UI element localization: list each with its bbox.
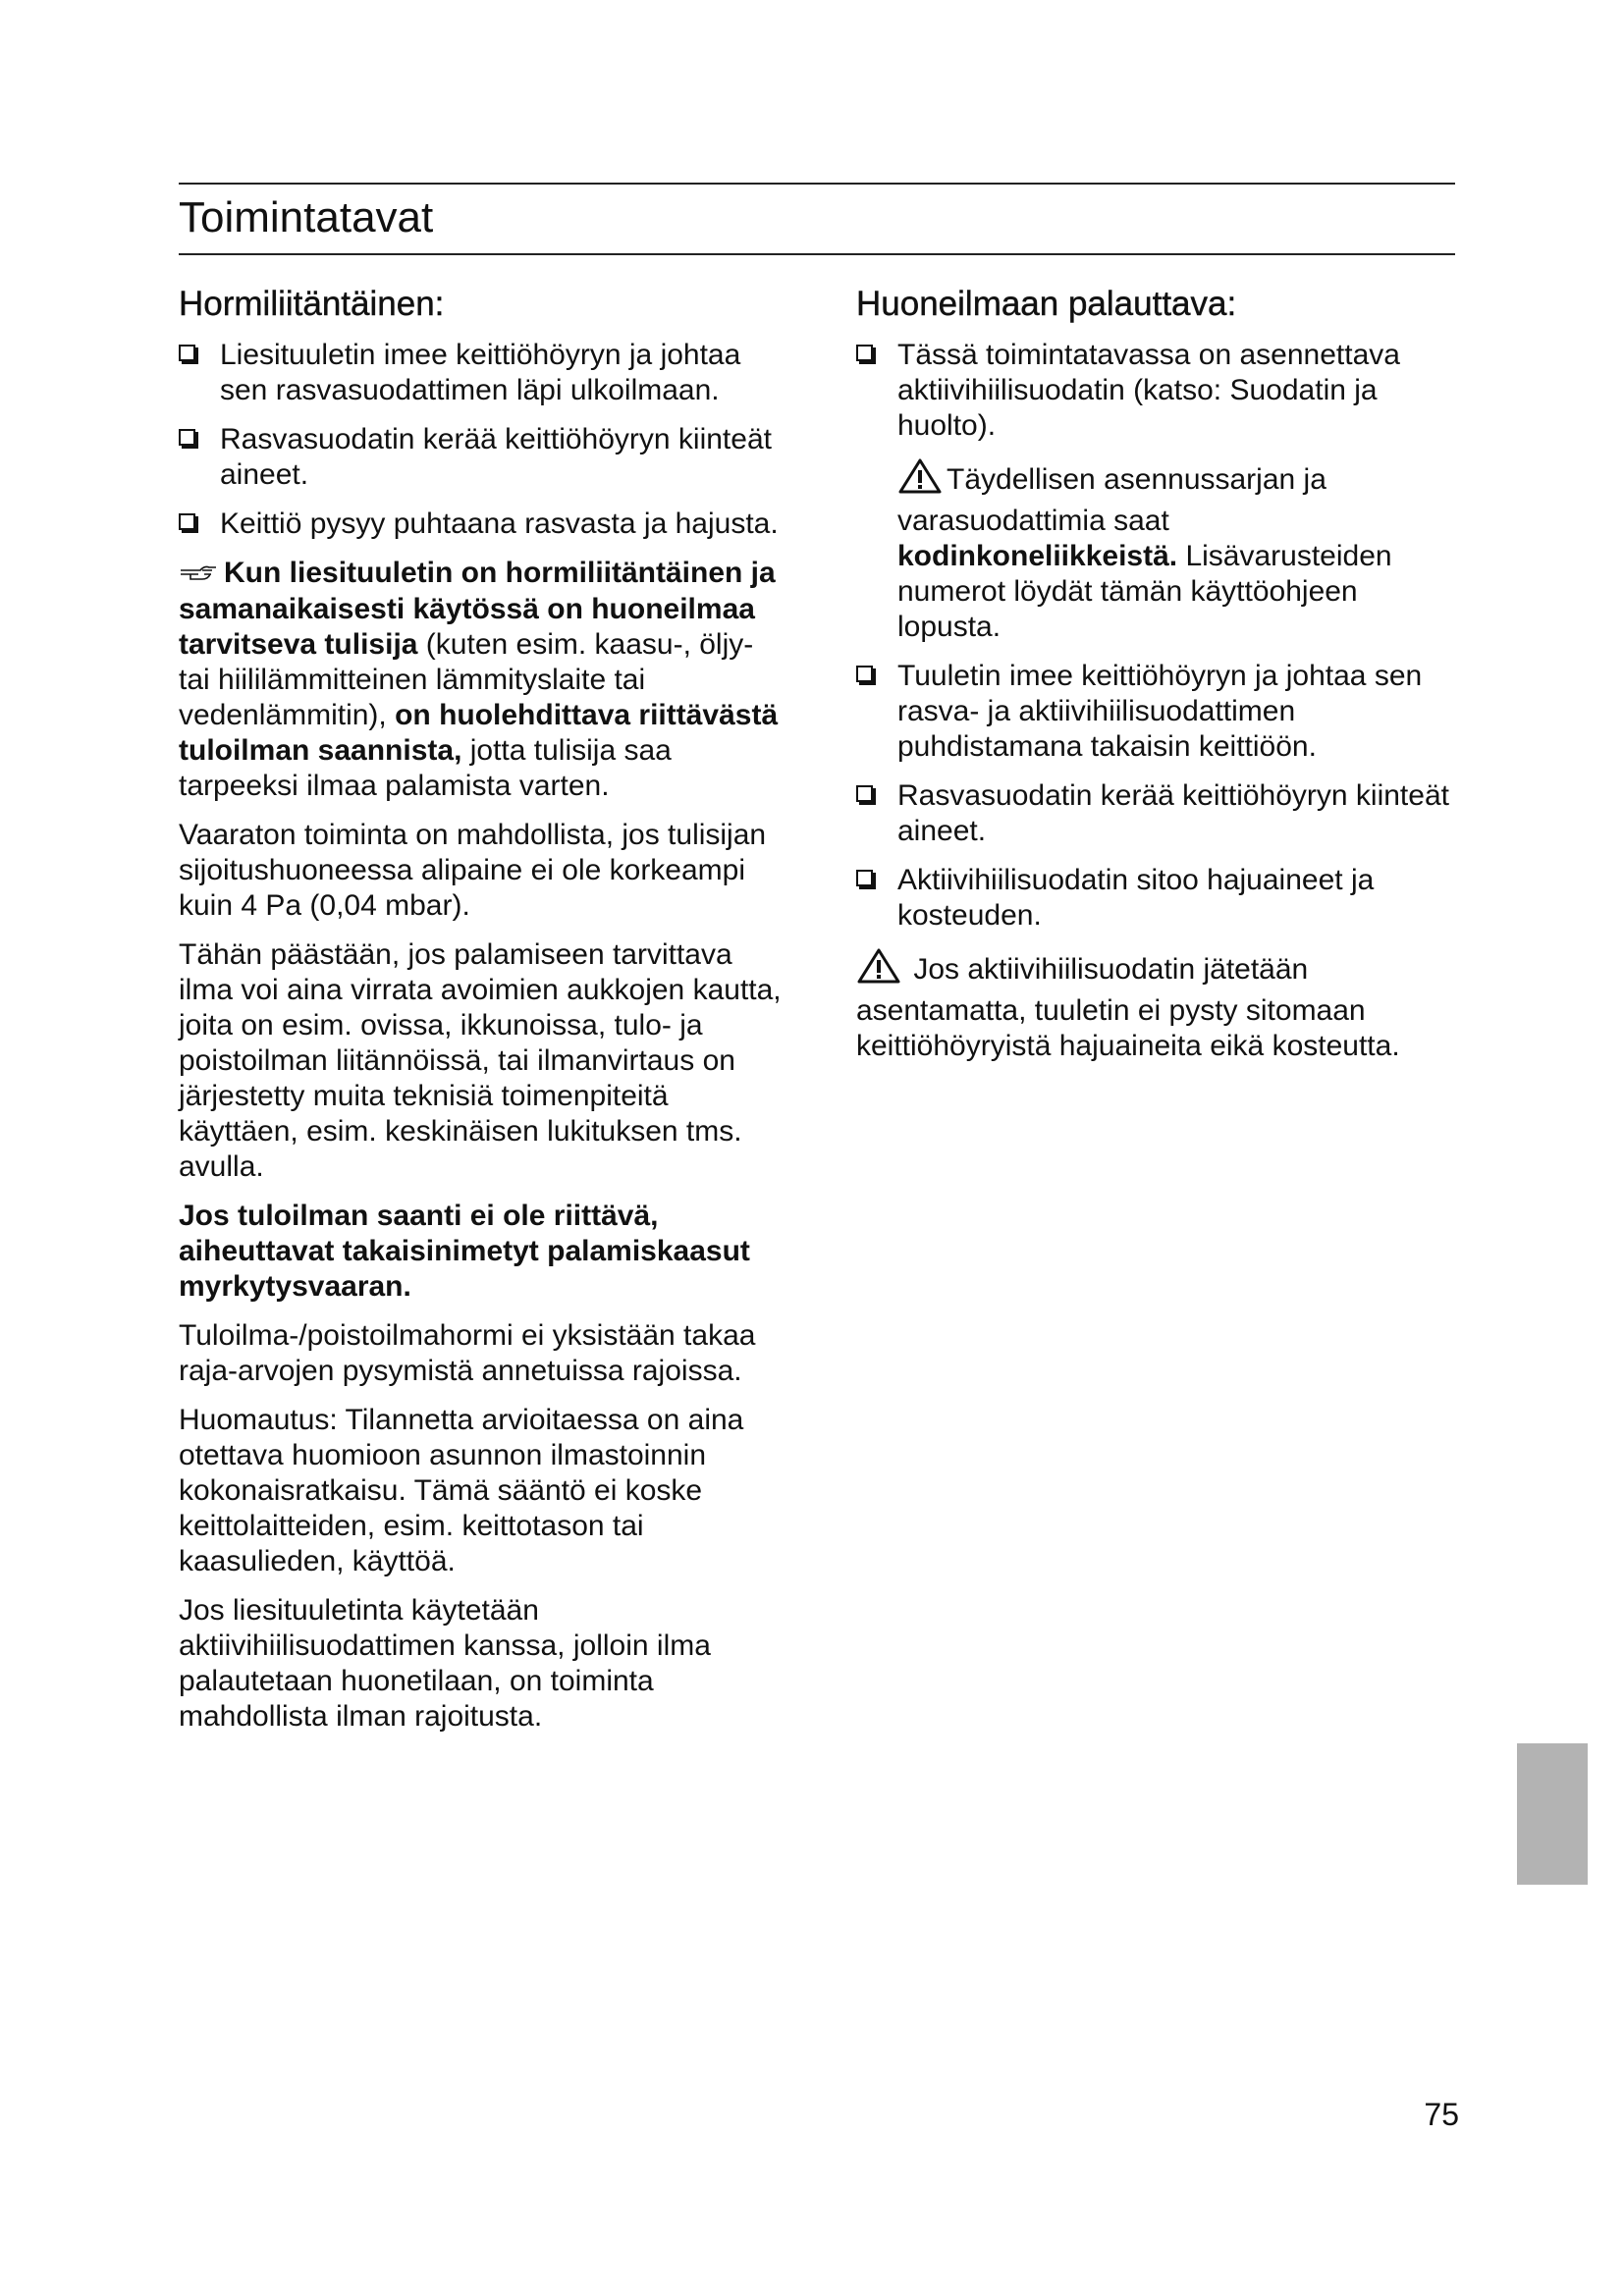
note-text-1: (kuten esim. kaasu-, öljy- tai hiililämmitteinen lämmityslaite tai vedenlämmitin), xyxy=(179,628,754,732)
paragraph: Huomautus: Tilannetta arvioitaessa on aina otettava huomioon asunnon ilmastoinnin kokonaisratkaisu. Tämä sääntö ei koske keittolaitteiden, esim. keittotason tai kaasulieden, käyttöä. xyxy=(179,1404,744,1578)
warning-paragraph xyxy=(179,1199,787,1305)
list-item xyxy=(179,422,787,493)
header-rule-top xyxy=(179,183,1455,185)
checkbox-bullet-icon xyxy=(856,345,873,361)
page-number: 75 xyxy=(1424,2097,1459,2132)
checkbox-bullet-icon xyxy=(179,345,195,361)
left-heading: Hormiliitäntäinen: xyxy=(179,285,445,323)
warning-note-accessories xyxy=(897,457,1455,645)
paragraph: Tähän päästään, jos palamiseen tarvittava ilma voi aina virrata avoimien aukkojen kautta, joita on esim. ovissa, ikkunoissa, tulo- ja poistoilman liitännöissä, tai ilmanvirtaus on järjestetty muita teknisiä toimenpiteitä käyttäen, esim. keskinäisen lukituksen tms. avulla. xyxy=(179,938,782,1184)
warning-triangle-icon xyxy=(897,457,947,504)
list-item xyxy=(856,659,1455,765)
checkbox-bullet-icon xyxy=(179,513,195,530)
right-heading: Huoneilmaan palauttava: xyxy=(856,285,1237,323)
warning-triangle-icon xyxy=(856,947,905,993)
paragraph: Jos liesituuletinta käytetään aktiivihiilisuodattimen kanssa, jolloin ilma palautetaan huonetilaan, on toiminta mahdollista ilman rajoitusta. xyxy=(179,1594,711,1734)
list-item-text: Tuuletin imee keittiöhöyryn ja johtaa sen rasva- ja aktiivihiilisuodattimen puhdistamana takaisin keittiöön. xyxy=(897,660,1423,763)
warning-text-2: Lisävarusteiden numerot löydät tämän käyttöohjeen lopusta. xyxy=(897,540,1392,643)
list-item-text: Tässä toimintatavassa on asennettava aktiivihiilisuodatin (katso: Suodatin ja huolto). xyxy=(897,339,1400,442)
list-item-text: Liesituuletin imee keittiöhöyryn ja johtaa sen rasvasuodattimen läpi ulkoilmaan. xyxy=(220,339,741,406)
pointing-hand-icon xyxy=(179,557,224,592)
warning-bold-text: Jos tuloilman saanti ei ole riittävä, aiheuttavat takaisinimetyt palamiskaasut myrkytysvaaran. xyxy=(179,1200,750,1304)
checkbox-bullet-icon xyxy=(856,870,873,886)
list-item xyxy=(179,507,787,542)
right-column xyxy=(856,283,1455,1078)
checkbox-bullet-icon xyxy=(856,785,873,802)
warning-text-1: Täydellisen asennussarjan ja varasuodattimia saat xyxy=(897,463,1326,537)
paragraph: Vaaraton toiminta on mahdollista, jos tulisijan sijoitushuoneessa alipaine ei ole korkeampi kuin 4 Pa (0,04 mbar). xyxy=(179,819,767,923)
left-column xyxy=(179,283,787,1748)
ventilation-note xyxy=(179,556,787,804)
list-item-text: Aktiivihiilisuodatin sitoo hajuaineet ja kosteuden. xyxy=(897,864,1375,932)
list-item xyxy=(856,338,1455,444)
list-item xyxy=(856,863,1455,934)
list-item-text: Rasvasuodatin kerää keittiöhöyryn kiinteät aineet. xyxy=(220,423,772,491)
paragraph: Tuloilma-/poistoilmahormi ei yksistään takaa raja-arvojen pysymistä annetuissa rajoissa. xyxy=(179,1319,756,1388)
note-bold-1: Kun liesituuletin on hormiliitäntäinen ja samanaikaisesti käytössä on huoneilmaa tarvitseva tulisija xyxy=(179,557,776,662)
warning-bold: kodinkoneliikkeistä. xyxy=(897,540,1178,572)
warning-text: Jos aktiivihiilisuodatin jätetään asentamatta, tuuletin ei pysty sitomaan keittiöhöyryistä hajuaineita eikä kosteutta. xyxy=(856,953,1400,1062)
checkbox-bullet-icon xyxy=(179,429,195,446)
list-item-text: Keittiö pysyy puhtaana rasvasta ja hajusta. xyxy=(220,507,779,540)
list-item xyxy=(856,778,1455,849)
list-item-text: Rasvasuodatin kerää keittiöhöyryn kiinteät aineet. xyxy=(897,779,1449,847)
side-tab-marker xyxy=(1517,1743,1588,1885)
checkbox-bullet-icon xyxy=(856,666,873,682)
header-rule-bottom xyxy=(179,253,1455,255)
warning-note-filter xyxy=(856,947,1455,1064)
note-bold-2: on huolehdittava riittävästä tuloilman saannista, xyxy=(179,699,779,768)
page-title: Toimintatavat xyxy=(179,193,434,241)
note-text-2: jotta tulisija saa tarpeeksi ilmaa palamista varten. xyxy=(179,734,672,803)
list-item xyxy=(179,338,787,408)
